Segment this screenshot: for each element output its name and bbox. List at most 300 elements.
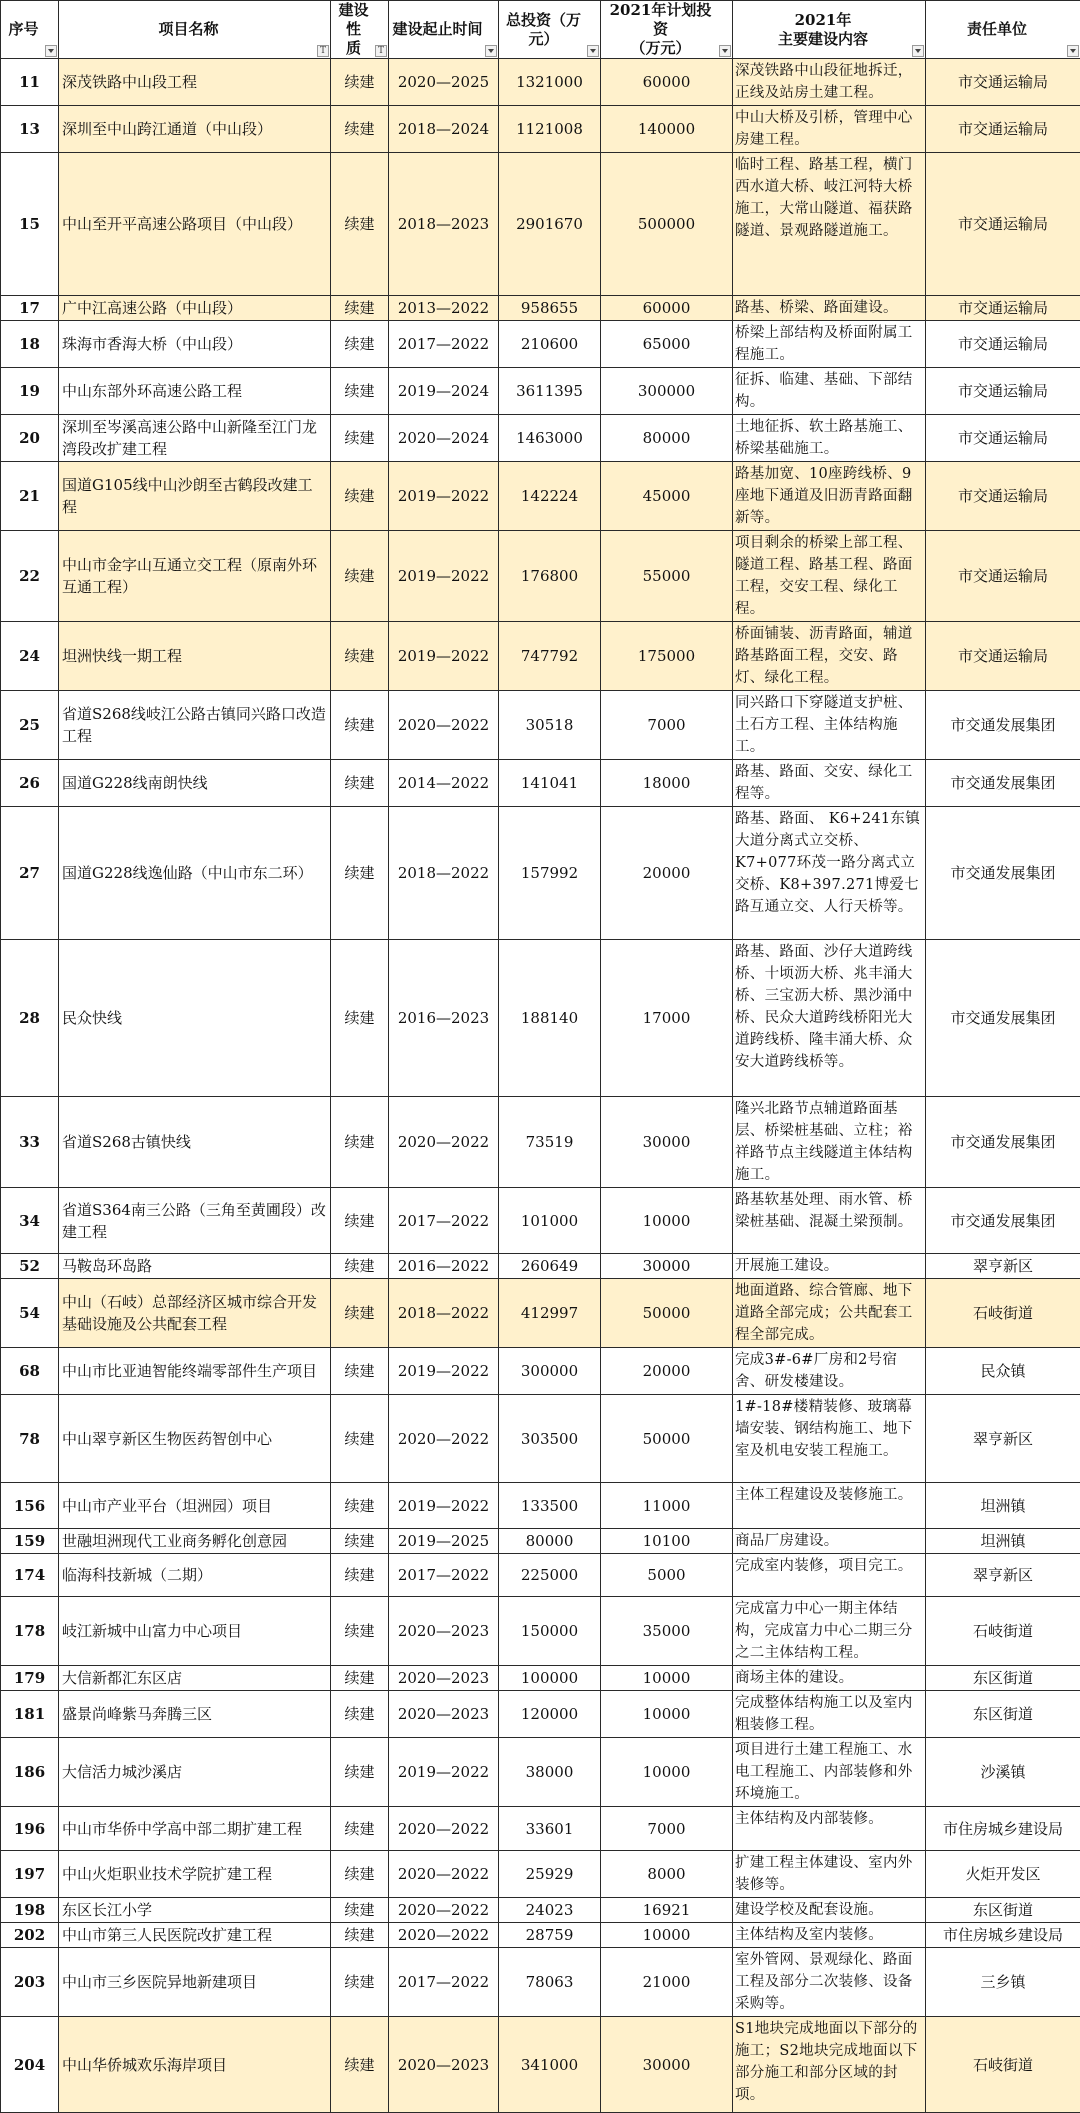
cell-main-content[interactable]: 完成3#-6#厂房和2号宿舍、研发楼建设。 <box>733 1348 926 1395</box>
cell-responsible-unit[interactable]: 市交通运输局 <box>926 106 1080 153</box>
cell-construction-type[interactable]: 续建 <box>331 531 389 622</box>
cell-construction-type[interactable]: 续建 <box>331 368 389 415</box>
cell-plan-2021[interactable]: 20000 <box>601 1348 733 1395</box>
cell-construction-type[interactable]: 续建 <box>331 106 389 153</box>
cell-responsible-unit[interactable]: 市交通运输局 <box>926 531 1080 622</box>
cell-plan-2021[interactable]: 10000 <box>601 1188 733 1254</box>
cell-seq[interactable]: 52 <box>1 1254 59 1279</box>
cell-project-name[interactable]: 世融坦洲现代工业商务孵化创意园 <box>59 1529 331 1554</box>
cell-responsible-unit[interactable]: 沙溪镇 <box>926 1738 1080 1807</box>
cell-period[interactable]: 2020—2022 <box>389 1097 499 1188</box>
cell-total-investment[interactable]: 78063 <box>499 1948 601 2017</box>
cell-project-name[interactable]: 中山市金字山互通立交工程（原南外环互通工程） <box>59 531 331 622</box>
cell-seq[interactable]: 203 <box>1 1948 59 2017</box>
cell-construction-type[interactable]: 续建 <box>331 415 389 462</box>
cell-period[interactable]: 2018—2022 <box>389 807 499 940</box>
cell-main-content[interactable]: 室外管网、景观绿化、路面工程及部分二次装修、设备采购等。 <box>733 1948 926 2017</box>
cell-plan-2021[interactable]: 17000 <box>601 940 733 1097</box>
cell-responsible-unit[interactable]: 市交通发展集团 <box>926 1097 1080 1188</box>
cell-seq[interactable]: 22 <box>1 531 59 622</box>
cell-plan-2021[interactable]: 45000 <box>601 462 733 531</box>
cell-project-name[interactable]: 临海科技新城（二期） <box>59 1554 331 1597</box>
cell-project-name[interactable]: 中山华侨城欢乐海岸项目 <box>59 2017 331 2113</box>
cell-period[interactable]: 2019—2022 <box>389 1738 499 1807</box>
cell-period[interactable]: 2020—2022 <box>389 1807 499 1851</box>
cell-seq[interactable]: 26 <box>1 760 59 807</box>
cell-period[interactable]: 2019—2025 <box>389 1529 499 1554</box>
cell-seq[interactable]: 17 <box>1 296 59 321</box>
cell-seq[interactable]: 198 <box>1 1898 59 1923</box>
table-row <box>1 2017 1080 2113</box>
cell-total-investment[interactable]: 25929 <box>499 1851 601 1898</box>
table-row <box>1 1348 1080 1395</box>
cell-responsible-unit[interactable]: 翠亨新区 <box>926 1395 1080 1483</box>
cell-total-investment[interactable]: 28759 <box>499 1923 601 1948</box>
cell-project-name[interactable]: 大信新都汇东区店 <box>59 1666 331 1691</box>
cell-total-investment[interactable]: 225000 <box>499 1554 601 1597</box>
chevron-down-icon <box>1070 49 1076 53</box>
cell-seq[interactable]: 34 <box>1 1188 59 1254</box>
cell-construction-type[interactable]: 续建 <box>331 2017 389 2113</box>
cell-construction-type[interactable]: 续建 <box>331 1738 389 1807</box>
filter-dropdown-button[interactable] <box>912 45 924 57</box>
header-plan2021: 2021年计划投资 （万元） <box>601 1 733 59</box>
filter-icon: T <box>378 47 384 55</box>
cell-construction-type[interactable]: 续建 <box>331 462 389 531</box>
table-row <box>1 1395 1080 1483</box>
cell-construction-type[interactable]: 续建 <box>331 153 389 296</box>
cell-total-investment[interactable]: 341000 <box>499 2017 601 2113</box>
cell-total-investment[interactable]: 1463000 <box>499 415 601 462</box>
cell-total-investment[interactable]: 100000 <box>499 1666 601 1691</box>
cell-main-content[interactable]: 深茂铁路中山段征地拆迁，正线及站房土建工程。 <box>733 59 926 106</box>
cell-seq[interactable]: 78 <box>1 1395 59 1483</box>
chevron-down-icon <box>590 49 596 53</box>
cell-main-content[interactable]: 隆兴北路节点辅道路面基层、桥梁桩基础、立柱；裕祥路节点主线隧道主体结构施工。 <box>733 1097 926 1188</box>
cell-project-name[interactable]: 国道G105线中山沙朗至古鹤段改建工程 <box>59 462 331 531</box>
cell-project-name[interactable]: 马鞍岛环岛路 <box>59 1254 331 1279</box>
cell-total-investment[interactable]: 1321000 <box>499 59 601 106</box>
cell-project-name[interactable]: 深圳至岑溪高速公路中山新隆至江门龙湾段改扩建工程 <box>59 415 331 462</box>
cell-plan-2021[interactable]: 60000 <box>601 296 733 321</box>
cell-plan-2021[interactable]: 11000 <box>601 1483 733 1529</box>
cell-plan-2021[interactable]: 500000 <box>601 153 733 296</box>
cell-responsible-unit[interactable]: 翠亨新区 <box>926 1554 1080 1597</box>
cell-construction-type[interactable]: 续建 <box>331 1395 389 1483</box>
cell-project-name[interactable]: 广中江高速公路（中山段） <box>59 296 331 321</box>
table-row <box>1 368 1080 415</box>
table-row <box>1 1898 1080 1923</box>
cell-main-content[interactable]: 项目进行土建工程施工、水电工程施工、内部装修和外环境施工。 <box>733 1738 926 1807</box>
cell-seq[interactable]: 33 <box>1 1097 59 1188</box>
cell-period[interactable]: 2018—2024 <box>389 106 499 153</box>
cell-total-investment[interactable]: 176800 <box>499 531 601 622</box>
cell-total-investment[interactable]: 24023 <box>499 1898 601 1923</box>
cell-responsible-unit[interactable]: 东区街道 <box>926 1898 1080 1923</box>
cell-responsible-unit[interactable]: 市交通发展集团 <box>926 807 1080 940</box>
cell-plan-2021[interactable]: 10000 <box>601 1691 733 1738</box>
cell-seq[interactable]: 174 <box>1 1554 59 1597</box>
cell-period[interactable]: 2020—2022 <box>389 1851 499 1898</box>
cell-total-investment[interactable]: 120000 <box>499 1691 601 1738</box>
cell-seq[interactable]: 181 <box>1 1691 59 1738</box>
cell-plan-2021[interactable]: 5000 <box>601 1554 733 1597</box>
cell-plan-2021[interactable]: 7000 <box>601 1807 733 1851</box>
cell-plan-2021[interactable]: 175000 <box>601 622 733 691</box>
cell-responsible-unit[interactable]: 火炬开发区 <box>926 1851 1080 1898</box>
cell-total-investment[interactable]: 958655 <box>499 296 601 321</box>
cell-plan-2021[interactable]: 10000 <box>601 1923 733 1948</box>
cell-plan-2021[interactable]: 10100 <box>601 1529 733 1554</box>
cell-total-investment[interactable]: 412997 <box>499 1279 601 1348</box>
cell-responsible-unit[interactable]: 市交通运输局 <box>926 153 1080 296</box>
cell-project-name[interactable]: 省道S268线岐江公路古镇同兴路口改造工程 <box>59 691 331 760</box>
cell-construction-type[interactable]: 续建 <box>331 1483 389 1529</box>
cell-construction-type[interactable]: 续建 <box>331 1597 389 1666</box>
cell-plan-2021[interactable]: 10000 <box>601 1666 733 1691</box>
cell-main-content[interactable]: 商品厂房建设。 <box>733 1529 926 1554</box>
cell-project-name[interactable]: 坦洲快线一期工程 <box>59 622 331 691</box>
cell-total-investment[interactable]: 33601 <box>499 1807 601 1851</box>
cell-main-content[interactable]: 路基加宽、10座跨线桥、9座地下通道及旧沥青路面翻新等。 <box>733 462 926 531</box>
header-type: 建设性 质 T <box>331 1 389 59</box>
filter-active-button[interactable] <box>375 45 387 57</box>
cell-seq[interactable]: 28 <box>1 940 59 1097</box>
cell-project-name[interactable]: 中山翠亨新区生物医药智创中心 <box>59 1395 331 1483</box>
cell-plan-2021[interactable]: 50000 <box>601 1279 733 1348</box>
cell-responsible-unit[interactable]: 市交通发展集团 <box>926 691 1080 760</box>
cell-main-content[interactable]: 桥面铺装、沥青路面，辅道路基路面工程，交安、路灯、绿化工程。 <box>733 622 926 691</box>
cell-seq[interactable]: 11 <box>1 59 59 106</box>
cell-plan-2021[interactable]: 8000 <box>601 1851 733 1898</box>
cell-period[interactable]: 2020—2024 <box>389 415 499 462</box>
cell-project-name[interactable]: 中山火炬职业技术学院扩建工程 <box>59 1851 331 1898</box>
cell-responsible-unit[interactable]: 市住房城乡建设局 <box>926 1923 1080 1948</box>
cell-responsible-unit[interactable]: 石岐街道 <box>926 1279 1080 1348</box>
cell-main-content[interactable]: 同兴路口下穿隧道支护桩、土石方工程、主体结构施工。 <box>733 691 926 760</box>
cell-responsible-unit[interactable]: 坦洲镇 <box>926 1483 1080 1529</box>
table-row <box>1 1483 1080 1529</box>
cell-main-content[interactable]: 商场主体的建设。 <box>733 1666 926 1691</box>
table-row <box>1 1738 1080 1807</box>
cell-construction-type[interactable]: 续建 <box>331 940 389 1097</box>
cell-total-investment[interactable]: 73519 <box>499 1097 601 1188</box>
cell-construction-type[interactable]: 续建 <box>331 1529 389 1554</box>
cell-project-name[interactable]: 岐江新城中山富力中心项目 <box>59 1597 331 1666</box>
cell-construction-type[interactable]: 续建 <box>331 296 389 321</box>
cell-main-content[interactable]: S1地块完成地面以下部分的施工；S2地块完成地面以下部分施工和部分区域的封项。 <box>733 2017 926 2113</box>
cell-main-content[interactable]: 完成富力中心一期主体结构，完成富力中心二期三分之二主体结构工程。 <box>733 1597 926 1666</box>
table-row <box>1 1097 1080 1188</box>
cell-responsible-unit[interactable]: 市交通发展集团 <box>926 1188 1080 1254</box>
cell-main-content[interactable]: 1#-18#楼精装修、玻璃幕墙安装、钢结构施工、地下室及机电安装工程施工。 <box>733 1395 926 1483</box>
cell-plan-2021[interactable]: 80000 <box>601 415 733 462</box>
cell-seq[interactable]: 21 <box>1 462 59 531</box>
cell-plan-2021[interactable]: 55000 <box>601 531 733 622</box>
cell-construction-type[interactable]: 续建 <box>331 1279 389 1348</box>
cell-responsible-unit[interactable]: 市交通运输局 <box>926 321 1080 368</box>
cell-main-content[interactable]: 主体工程建设及装修施工。 <box>733 1483 926 1529</box>
cell-plan-2021[interactable]: 35000 <box>601 1597 733 1666</box>
cell-main-content[interactable]: 路基软基处理、雨水管、桥梁桩基础、混凝土梁预制。 <box>733 1188 926 1254</box>
cell-responsible-unit[interactable]: 市交通运输局 <box>926 622 1080 691</box>
cell-period[interactable]: 2017—2022 <box>389 1188 499 1254</box>
cell-construction-type[interactable]: 续建 <box>331 1851 389 1898</box>
cell-seq[interactable]: 179 <box>1 1666 59 1691</box>
cell-construction-type[interactable]: 续建 <box>331 1923 389 1948</box>
header-total: 总投资（万 元） <box>499 1 601 59</box>
cell-main-content[interactable]: 主体结构及室内装修。 <box>733 1923 926 1948</box>
cell-project-name[interactable]: 中山（石岐）总部经济区城市综合开发基础设施及公共配套工程 <box>59 1279 331 1348</box>
cell-period[interactable]: 2020—2022 <box>389 691 499 760</box>
cell-responsible-unit[interactable]: 石岐街道 <box>926 2017 1080 2113</box>
cell-total-investment[interactable]: 3611395 <box>499 368 601 415</box>
cell-seq[interactable]: 159 <box>1 1529 59 1554</box>
cell-total-investment[interactable]: 260649 <box>499 1254 601 1279</box>
cell-total-investment[interactable]: 210600 <box>499 321 601 368</box>
cell-main-content[interactable]: 建设学校及配套设施。 <box>733 1898 926 1923</box>
cell-period[interactable]: 2014—2022 <box>389 760 499 807</box>
cell-construction-type[interactable]: 续建 <box>331 321 389 368</box>
cell-project-name[interactable]: 民众快线 <box>59 940 331 1097</box>
cell-main-content[interactable]: 项目剩余的桥梁上部工程、隧道工程、路基工程、路面工程，交安工程、绿化工程。 <box>733 531 926 622</box>
cell-construction-type[interactable]: 续建 <box>331 622 389 691</box>
cell-main-content[interactable]: 土地征拆、软土路基施工、桥梁基础施工。 <box>733 415 926 462</box>
cell-construction-type[interactable]: 续建 <box>331 1254 389 1279</box>
cell-period[interactable]: 2013—2022 <box>389 296 499 321</box>
cell-seq[interactable]: 196 <box>1 1807 59 1851</box>
cell-total-investment[interactable]: 300000 <box>499 1348 601 1395</box>
cell-responsible-unit[interactable]: 坦洲镇 <box>926 1529 1080 1554</box>
cell-project-name[interactable]: 中山市比亚迪智能终端零部件生产项目 <box>59 1348 331 1395</box>
cell-construction-type[interactable]: 续建 <box>331 691 389 760</box>
cell-project-name[interactable]: 中山市产业平台（坦洲园）项目 <box>59 1483 331 1529</box>
cell-responsible-unit[interactable]: 市交通运输局 <box>926 462 1080 531</box>
cell-total-investment[interactable]: 141041 <box>499 760 601 807</box>
cell-main-content[interactable]: 主体结构及内部装修。 <box>733 1807 926 1851</box>
filter-active-button[interactable] <box>317 45 329 57</box>
cell-responsible-unit[interactable]: 市交通发展集团 <box>926 940 1080 1097</box>
cell-construction-type[interactable]: 续建 <box>331 760 389 807</box>
cell-project-name[interactable]: 深圳至中山跨江通道（中山段） <box>59 106 331 153</box>
cell-main-content[interactable]: 临时工程、路基工程，横门西水道大桥、岐江河特大桥施工，大常山隧道、福获路隧道、景观路隧道施工。 <box>733 153 926 296</box>
cell-seq[interactable]: 54 <box>1 1279 59 1348</box>
cell-main-content[interactable]: 路基、桥梁、路面建设。 <box>733 296 926 321</box>
cell-plan-2021[interactable]: 21000 <box>601 1948 733 2017</box>
cell-period[interactable]: 2020—2022 <box>389 1395 499 1483</box>
cell-seq[interactable]: 19 <box>1 368 59 415</box>
cell-main-content[interactable]: 中山大桥及引桥，管理中心房建工程。 <box>733 106 926 153</box>
filter-dropdown-button[interactable] <box>587 45 599 57</box>
cell-construction-type[interactable]: 续建 <box>331 1348 389 1395</box>
cell-responsible-unit[interactable]: 石岐街道 <box>926 1597 1080 1666</box>
cell-period[interactable]: 2020—2022 <box>389 1898 499 1923</box>
table-row <box>1 1597 1080 1666</box>
cell-responsible-unit[interactable]: 东区街道 <box>926 1691 1080 1738</box>
cell-construction-type[interactable]: 续建 <box>331 1948 389 2017</box>
cell-period[interactable]: 2017—2022 <box>389 1554 499 1597</box>
table-row <box>1 462 1080 531</box>
cell-total-investment[interactable]: 157992 <box>499 807 601 940</box>
cell-total-investment[interactable]: 188140 <box>499 940 601 1097</box>
cell-plan-2021[interactable]: 16921 <box>601 1898 733 1923</box>
header-content: 2021年 主要建设内容 <box>733 1 926 59</box>
cell-plan-2021[interactable]: 20000 <box>601 807 733 940</box>
cell-construction-type[interactable]: 续建 <box>331 807 389 940</box>
cell-responsible-unit[interactable]: 翠亨新区 <box>926 1254 1080 1279</box>
cell-seq[interactable]: 186 <box>1 1738 59 1807</box>
cell-plan-2021[interactable]: 30000 <box>601 2017 733 2113</box>
cell-total-investment[interactable]: 303500 <box>499 1395 601 1483</box>
cell-total-investment[interactable]: 2901670 <box>499 153 601 296</box>
cell-period[interactable]: 2019—2022 <box>389 1348 499 1395</box>
chevron-down-icon <box>722 49 728 53</box>
cell-construction-type[interactable]: 续建 <box>331 1666 389 1691</box>
cell-project-name[interactable]: 国道G228线南朗快线 <box>59 760 331 807</box>
cell-period[interactable]: 2020—2023 <box>389 1597 499 1666</box>
cell-construction-type[interactable]: 续建 <box>331 1188 389 1254</box>
cell-project-name[interactable]: 中山市第三人民医院改扩建工程 <box>59 1923 331 1948</box>
cell-seq[interactable]: 20 <box>1 415 59 462</box>
cell-responsible-unit[interactable]: 民众镇 <box>926 1348 1080 1395</box>
cell-responsible-unit[interactable]: 市交通运输局 <box>926 368 1080 415</box>
cell-project-name[interactable]: 盛景尚峰紫马奔腾三区 <box>59 1691 331 1738</box>
cell-seq[interactable]: 18 <box>1 321 59 368</box>
cell-plan-2021[interactable]: 18000 <box>601 760 733 807</box>
cell-project-name[interactable]: 省道S364南三公路（三角至黄圃段）改建工程 <box>59 1188 331 1254</box>
cell-main-content[interactable]: 桥梁上部结构及桥面附属工程施工。 <box>733 321 926 368</box>
cell-seq[interactable]: 27 <box>1 807 59 940</box>
cell-main-content[interactable]: 完成整体结构施工以及室内粗装修工程。 <box>733 1691 926 1738</box>
cell-project-name[interactable]: 省道S268古镇快线 <box>59 1097 331 1188</box>
cell-total-investment[interactable]: 150000 <box>499 1597 601 1666</box>
cell-plan-2021[interactable]: 7000 <box>601 691 733 760</box>
cell-total-investment[interactable]: 133500 <box>499 1483 601 1529</box>
table-row <box>1 1923 1080 1948</box>
cell-project-name[interactable]: 中山东部外环高速公路工程 <box>59 368 331 415</box>
cell-total-investment[interactable]: 747792 <box>499 622 601 691</box>
filter-dropdown-button[interactable] <box>719 45 731 57</box>
cell-total-investment[interactable]: 80000 <box>499 1529 601 1554</box>
cell-seq[interactable]: 68 <box>1 1348 59 1395</box>
cell-plan-2021[interactable]: 65000 <box>601 321 733 368</box>
table-row <box>1 1851 1080 1898</box>
header-name: 项目名称 T <box>59 1 331 59</box>
cell-period[interactable]: 2016—2023 <box>389 940 499 1097</box>
cell-main-content[interactable]: 开展施工建设。 <box>733 1254 926 1279</box>
cell-construction-type[interactable]: 续建 <box>331 1898 389 1923</box>
cell-construction-type[interactable]: 续建 <box>331 59 389 106</box>
filter-dropdown-button[interactable] <box>45 45 57 57</box>
cell-construction-type[interactable]: 续建 <box>331 1097 389 1188</box>
cell-plan-2021[interactable]: 60000 <box>601 59 733 106</box>
cell-seq[interactable]: 202 <box>1 1923 59 1948</box>
cell-seq[interactable]: 204 <box>1 2017 59 2113</box>
cell-plan-2021[interactable]: 140000 <box>601 106 733 153</box>
table-row <box>1 1529 1080 1554</box>
cell-plan-2021[interactable]: 30000 <box>601 1254 733 1279</box>
cell-period[interactable]: 2019—2022 <box>389 1483 499 1529</box>
cell-responsible-unit[interactable]: 市交通运输局 <box>926 415 1080 462</box>
cell-main-content[interactable]: 扩建工程主体建设、室内外装修等。 <box>733 1851 926 1898</box>
cell-main-content[interactable]: 路基、路面、 K6+241东镇大道分离式立交桥、K7+077环茂一路分离式立交桥、K8+397.271博爱七路互通立交、人行天桥等。 <box>733 807 926 940</box>
cell-seq[interactable]: 13 <box>1 106 59 153</box>
cell-total-investment[interactable]: 30518 <box>499 691 601 760</box>
cell-project-name[interactable]: 中山市三乡医院异地新建项目 <box>59 1948 331 2017</box>
cell-plan-2021[interactable]: 30000 <box>601 1097 733 1188</box>
table-row <box>1 1948 1080 2017</box>
cell-seq[interactable]: 197 <box>1 1851 59 1898</box>
cell-main-content[interactable]: 路基、路面、沙仔大道跨线桥、十顷沥大桥、兆丰涌大桥、三宝沥大桥、黑沙涌中桥、民众大道跨线桥阳光大道跨线桥、隆丰涌大桥、众安大道跨线桥等。 <box>733 940 926 1097</box>
filter-dropdown-button[interactable] <box>485 45 497 57</box>
cell-total-investment[interactable]: 101000 <box>499 1188 601 1254</box>
cell-total-investment[interactable]: 142224 <box>499 462 601 531</box>
cell-main-content[interactable]: 完成室内装修，项目完工。 <box>733 1554 926 1597</box>
cell-period[interactable]: 2018—2022 <box>389 1279 499 1348</box>
table-row <box>1 531 1080 622</box>
cell-seq[interactable]: 15 <box>1 153 59 296</box>
cell-period[interactable]: 2019—2024 <box>389 368 499 415</box>
cell-project-name[interactable]: 国道G228线逸仙路（中山市东二环） <box>59 807 331 940</box>
cell-project-name[interactable]: 东区长江小学 <box>59 1898 331 1923</box>
cell-period[interactable]: 2019—2022 <box>389 462 499 531</box>
cell-responsible-unit[interactable]: 市交通发展集团 <box>926 760 1080 807</box>
cell-period[interactable]: 2016—2022 <box>389 1254 499 1279</box>
cell-total-investment[interactable]: 1121008 <box>499 106 601 153</box>
chevron-down-icon <box>915 49 921 53</box>
cell-project-name[interactable]: 珠海市香海大桥（中山段） <box>59 321 331 368</box>
cell-seq[interactable]: 178 <box>1 1597 59 1666</box>
cell-period[interactable]: 2018—2023 <box>389 153 499 296</box>
cell-main-content[interactable]: 路基、路面、交安、绿化工程等。 <box>733 760 926 807</box>
cell-period[interactable]: 2020—2023 <box>389 1666 499 1691</box>
cell-construction-type[interactable]: 续建 <box>331 1807 389 1851</box>
cell-period[interactable]: 2020—2023 <box>389 2017 499 2113</box>
cell-seq[interactable]: 24 <box>1 622 59 691</box>
cell-responsible-unit[interactable]: 三乡镇 <box>926 1948 1080 2017</box>
cell-main-content[interactable]: 地面道路、综合管廊、地下道路全部完成；公共配套工程全部完成。 <box>733 1279 926 1348</box>
cell-period[interactable]: 2017—2022 <box>389 1948 499 2017</box>
cell-seq[interactable]: 25 <box>1 691 59 760</box>
table-row <box>1 1188 1080 1254</box>
cell-responsible-unit[interactable]: 东区街道 <box>926 1666 1080 1691</box>
cell-period[interactable]: 2019—2022 <box>389 531 499 622</box>
cell-responsible-unit[interactable]: 市住房城乡建设局 <box>926 1807 1080 1851</box>
cell-plan-2021[interactable]: 300000 <box>601 368 733 415</box>
cell-responsible-unit[interactable]: 市交通运输局 <box>926 59 1080 106</box>
cell-period[interactable]: 2019—2022 <box>389 622 499 691</box>
cell-plan-2021[interactable]: 50000 <box>601 1395 733 1483</box>
cell-period[interactable]: 2020—2022 <box>389 1923 499 1948</box>
cell-plan-2021[interactable]: 10000 <box>601 1738 733 1807</box>
cell-project-name[interactable]: 中山至开平高速公路项目（中山段） <box>59 153 331 296</box>
table-row <box>1 1554 1080 1597</box>
cell-project-name[interactable]: 中山市华侨中学高中部二期扩建工程 <box>59 1807 331 1851</box>
filter-dropdown-button[interactable] <box>1067 45 1079 57</box>
cell-period[interactable]: 2020—2023 <box>389 1691 499 1738</box>
cell-seq[interactable]: 156 <box>1 1483 59 1529</box>
cell-total-investment[interactable]: 38000 <box>499 1738 601 1807</box>
cell-period[interactable]: 2020—2025 <box>389 59 499 106</box>
cell-main-content[interactable]: 征拆、临建、基础、下部结构。 <box>733 368 926 415</box>
cell-project-name[interactable]: 大信活力城沙溪店 <box>59 1738 331 1807</box>
cell-construction-type[interactable]: 续建 <box>331 1554 389 1597</box>
cell-construction-type[interactable]: 续建 <box>331 1691 389 1738</box>
cell-period[interactable]: 2017—2022 <box>389 321 499 368</box>
cell-project-name[interactable]: 深茂铁路中山段工程 <box>59 59 331 106</box>
cell-responsible-unit[interactable]: 市交通运输局 <box>926 296 1080 321</box>
table-row <box>1 59 1080 106</box>
